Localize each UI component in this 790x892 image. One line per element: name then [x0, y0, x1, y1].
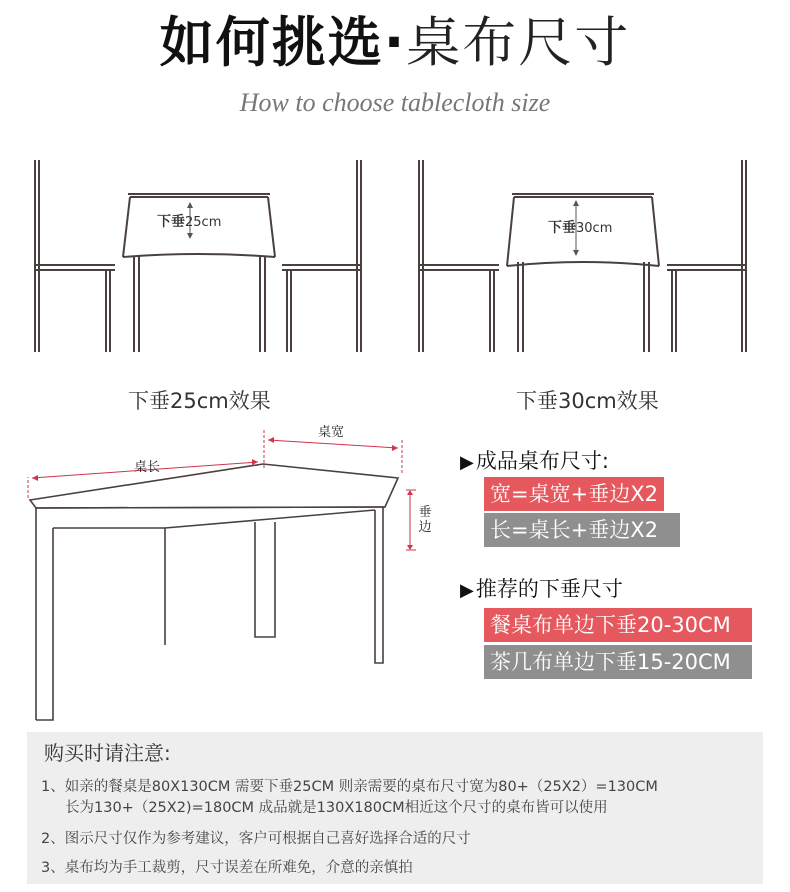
drop-label-right-value: 30cm: [576, 221, 613, 236]
page-subtitle: How to choose tablecloth size: [239, 88, 551, 117]
dining-drop-box: 餐桌布单边下垂20-30CM: [484, 608, 752, 642]
left-chair-1: [35, 160, 115, 352]
left-table-legs: [134, 256, 265, 352]
table-length-label: 桌长: [134, 460, 161, 475]
dimension-lines: [28, 430, 416, 550]
right-chair-2: [667, 160, 746, 352]
left-chair-2: [282, 160, 361, 352]
table-drop-label: 垂边: [418, 505, 432, 535]
drop-label-right-word: 下垂: [548, 220, 576, 236]
caption-left: 下垂25cm效果: [128, 389, 271, 413]
scene-left-drawing: [35, 160, 361, 352]
triangle-icon: ▶: [460, 452, 474, 473]
note-3: 3、桌布均为手工裁剪，尺寸误差在所难免，介意的亲慎拍: [41, 860, 413, 876]
finished-size-heading: [460, 448, 609, 476]
finished-size-heading-text: 成品桌布尺寸:: [475, 449, 609, 473]
note-1b: 长为130+（25X2)=180CM 成品就是130X180CM相近这个尺寸的桌布皆可以使用: [65, 800, 608, 816]
drop-label-left-value: 25cm: [185, 215, 222, 230]
page-title-bold: 如何挑选·: [159, 11, 407, 74]
notes-panel: [27, 732, 763, 884]
right-chair-1: [419, 160, 499, 352]
note-1a: 1、如亲的餐桌是80X130CM 需要下垂25CM 则亲需要的桌布尺寸宽为80+（25X2）=130CM: [41, 779, 658, 795]
drop-arrows: [187, 200, 579, 256]
length-formula-box: 长=桌长+垂边X2: [484, 513, 680, 547]
drop-label-right: [548, 220, 612, 237]
recommended-drop-heading-text: 推荐的下垂尺寸: [475, 577, 623, 601]
table-width-label: 桌宽: [318, 425, 345, 440]
note-2: 2、图示尺寸仅作为参考建议，客户可根据自己喜好选择合适的尺寸: [41, 831, 471, 847]
caption-right: 下垂30cm效果: [516, 389, 659, 413]
width-formula-box: 宽=桌宽+垂边X2: [484, 477, 664, 511]
notes-heading: 购买时请注意:: [44, 741, 171, 765]
scene-right-drawing: [419, 160, 746, 352]
big-table-drawing: [30, 464, 398, 720]
right-table-legs: [518, 262, 649, 352]
drop-label-left: [157, 214, 221, 231]
recommended-drop-heading: [460, 576, 623, 604]
drop-label-left-word: 下垂: [157, 214, 185, 230]
page-title-light: 桌布尺寸: [406, 11, 631, 74]
triangle-icon: ▶: [460, 580, 474, 601]
coffee-drop-box: 茶几布单边下垂15-20CM: [484, 645, 752, 679]
